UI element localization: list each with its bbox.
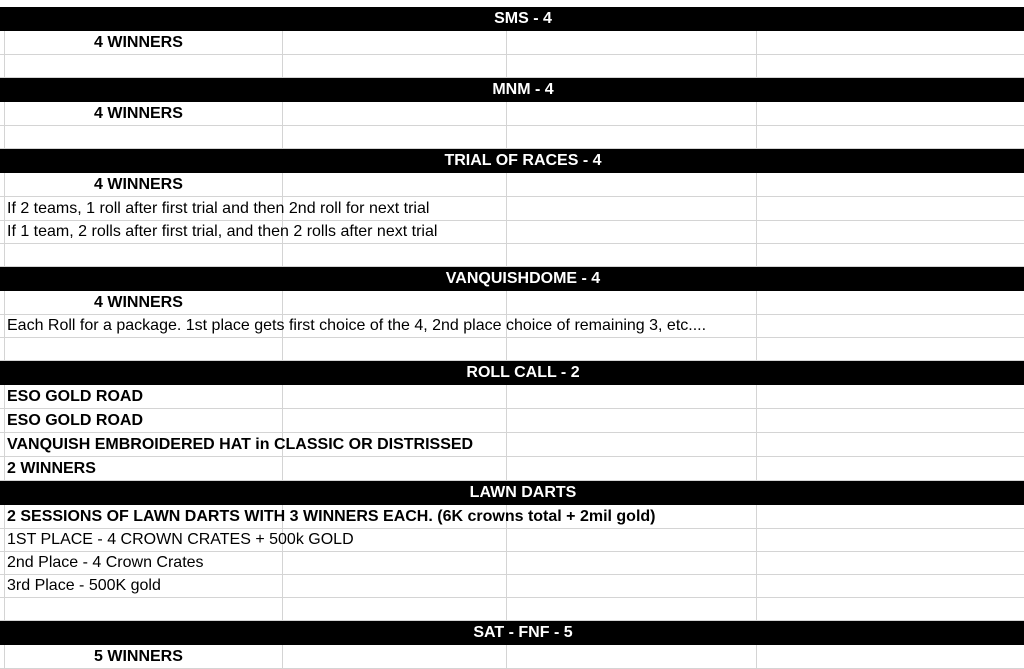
table-row[interactable] bbox=[0, 409, 1024, 433]
rule-note: If 2 teams, 1 roll after first trial and then 2nd roll for next trial bbox=[7, 199, 430, 217]
session-summary: 2 SESSIONS OF LAWN DARTS WITH 3 WINNERS EACH. (6K crowns total + 2mil gold) bbox=[7, 507, 656, 525]
prize-place-1: 1ST PLACE - 4 CROWN CRATES + 500k GOLD bbox=[7, 531, 354, 548]
winners-count: 4 WINNERS bbox=[94, 293, 183, 311]
table-row[interactable] bbox=[0, 31, 1024, 55]
rule-note: If 1 team, 2 rolls after first trial, and then 2 rolls after next trial bbox=[7, 223, 438, 240]
table-row[interactable] bbox=[0, 315, 1024, 338]
prize-item: ESO GOLD ROAD bbox=[7, 387, 144, 405]
section-header-lawn-darts[interactable] bbox=[0, 481, 1024, 505]
section-header-sat-fnf[interactable] bbox=[0, 621, 1024, 645]
section-title: SAT - FNF - 5 bbox=[473, 623, 573, 641]
winners-count: 4 WINNERS bbox=[94, 33, 183, 51]
empty-row[interactable] bbox=[0, 244, 1024, 267]
table-row[interactable] bbox=[0, 221, 1024, 244]
table-row[interactable] bbox=[0, 433, 1024, 457]
table-row[interactable] bbox=[0, 197, 1024, 221]
empty-row[interactable] bbox=[0, 126, 1024, 149]
table-row[interactable] bbox=[0, 575, 1024, 598]
empty-row[interactable] bbox=[0, 598, 1024, 621]
table-row[interactable] bbox=[0, 173, 1024, 197]
prize-place-3: 3rd Place - 500K gold bbox=[7, 577, 161, 594]
table-row[interactable] bbox=[0, 102, 1024, 126]
winners-count: 2 WINNERS bbox=[7, 459, 96, 477]
rule-note: Each Roll for a package. 1st place gets first choice of the 4, 2nd place choice of remaining 3, etc.... bbox=[7, 317, 707, 334]
table-row[interactable] bbox=[0, 505, 1024, 529]
prize-item: ESO GOLD ROAD bbox=[7, 411, 144, 429]
empty-row[interactable] bbox=[0, 55, 1024, 78]
winners-count: 5 WINNERS bbox=[94, 647, 183, 665]
prize-place-2: 2nd Place - 4 Crown Crates bbox=[7, 554, 204, 571]
table-row[interactable] bbox=[0, 552, 1024, 575]
section-title: MNM - 4 bbox=[492, 80, 554, 98]
table-row[interactable] bbox=[0, 457, 1024, 481]
table-row[interactable] bbox=[0, 645, 1024, 669]
section-header-trial-of-races[interactable] bbox=[0, 149, 1024, 173]
table-row[interactable] bbox=[0, 529, 1024, 552]
winners-count: 4 WINNERS bbox=[94, 104, 183, 122]
winners-count: 4 WINNERS bbox=[94, 175, 183, 193]
section-title: ROLL CALL - 2 bbox=[466, 363, 580, 381]
section-title: TRIAL OF RACES - 4 bbox=[444, 151, 602, 169]
section-header-vanquishdome[interactable] bbox=[0, 267, 1024, 291]
section-header-roll-call[interactable] bbox=[0, 361, 1024, 385]
section-title: VANQUISHDOME - 4 bbox=[445, 269, 601, 287]
section-title: LAWN DARTS bbox=[469, 483, 577, 501]
section-title: SMS - 4 bbox=[494, 9, 552, 27]
table-row[interactable] bbox=[0, 385, 1024, 409]
prize-item: VANQUISH EMBROIDERED HAT in CLASSIC OR DISTRISSED bbox=[7, 435, 474, 453]
section-header-mnm[interactable] bbox=[0, 78, 1024, 102]
spreadsheet-grid bbox=[0, 7, 1024, 669]
empty-row[interactable] bbox=[0, 338, 1024, 361]
table-row[interactable] bbox=[0, 291, 1024, 315]
section-header-sms[interactable] bbox=[0, 7, 1024, 31]
